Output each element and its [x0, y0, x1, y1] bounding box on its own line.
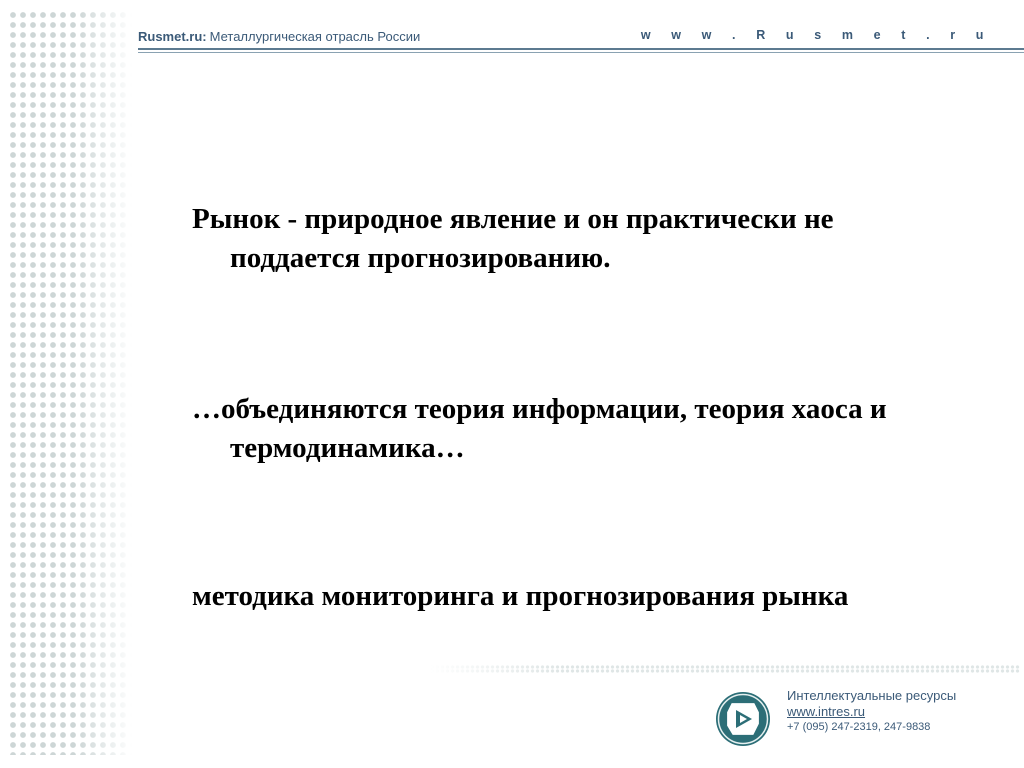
org-website-link[interactable]: www.intres.ru	[787, 704, 866, 719]
site-prefix: Rusmet.ru:	[138, 29, 207, 44]
paragraph-methodology: методика мониторинга и прогнозирования рынка	[192, 580, 849, 612]
decorative-dot-pattern	[8, 10, 132, 755]
header-rule	[138, 48, 1024, 50]
footer-contacts	[787, 688, 956, 735]
site-title: Металлургическая отрасль России	[209, 29, 421, 44]
footer-dotted-divider	[430, 665, 1020, 673]
org-name: Интеллектуальные ресурсы	[787, 688, 957, 703]
site-url: w w w . R u s m e t . r u	[640, 28, 992, 42]
paragraph-market-nature: Рынок - природное явление и он практически не поддается прогнозированию.	[192, 203, 834, 274]
paragraph-theories: …объединяются теория информации, теория хаоса и термодинамика…	[192, 393, 887, 464]
header-rule-thin	[138, 52, 1024, 53]
intres-logo-icon	[714, 690, 772, 748]
org-phone: +7 (095) 247-2319, 247-9838	[787, 721, 931, 733]
slide-header	[138, 28, 996, 48]
